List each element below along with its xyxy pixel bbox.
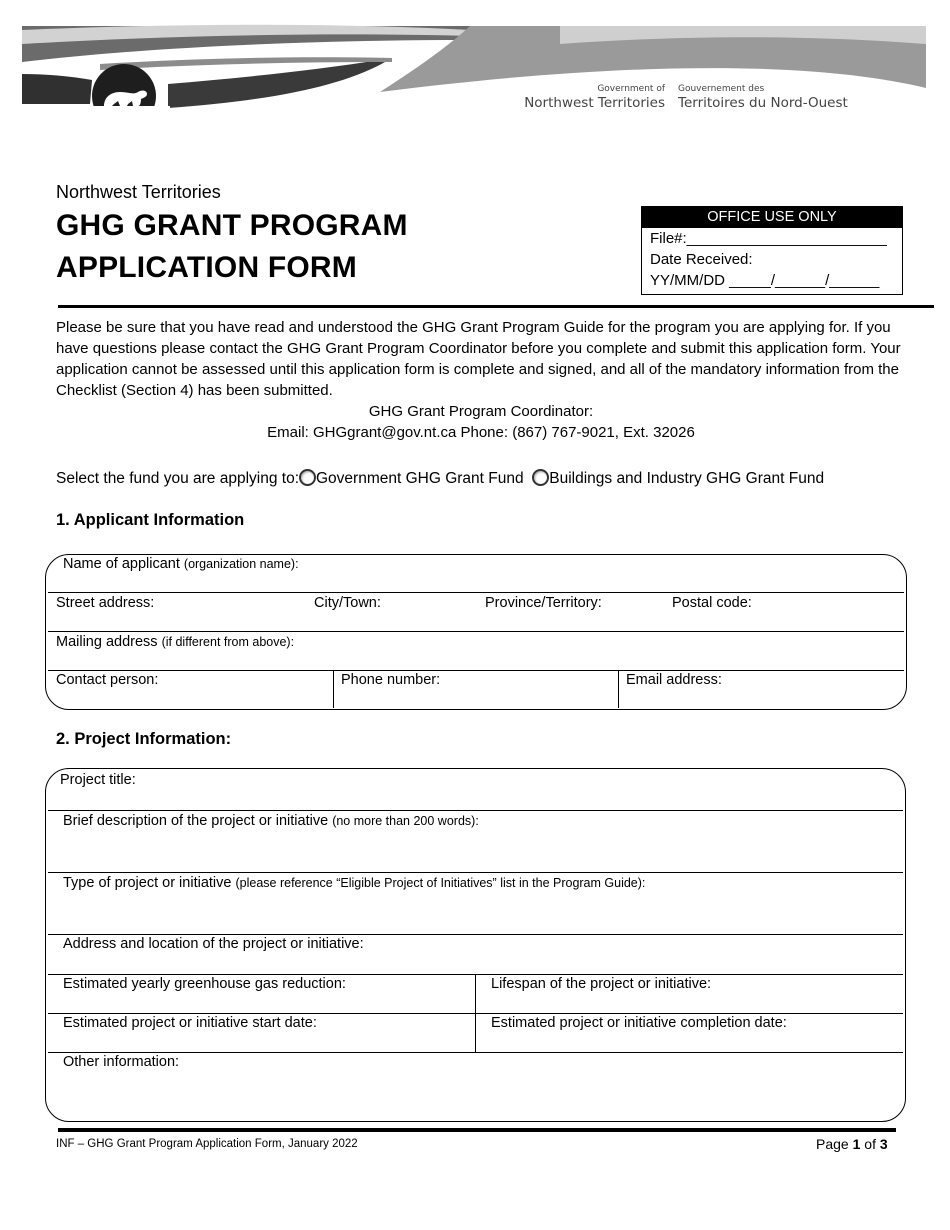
office-date-field: YY/MM/DD _____/______/______ <box>650 272 880 289</box>
gov-en-name: Northwest Territories <box>524 95 665 111</box>
project-type-note: (please reference “Eligible Project of Initiatives” list in the Program Guide): <box>235 876 646 890</box>
form-title-line1: GHG GRANT PROGRAM <box>56 209 408 242</box>
row-divider <box>48 670 904 671</box>
project-type-label: Type of project or initiative <box>63 875 232 891</box>
form-title-line2: APPLICATION FORM <box>56 251 357 284</box>
gov-fr-name: Territoires du Nord-Ouest <box>678 95 848 111</box>
start-date-field[interactable]: Estimated project or initiative start date: <box>63 1015 317 1031</box>
page-current: 1 <box>852 1136 861 1152</box>
coordinator-title: GHG Grant Program Coordinator: <box>368 403 594 420</box>
ghg-reduction-field[interactable]: Estimated yearly greenhouse gas reduction: <box>63 976 346 992</box>
applicant-name-note: (organization name): <box>183 557 299 571</box>
province-field[interactable]: Province/Territory: <box>485 595 602 611</box>
project-description-label: Brief description of the project or initiative <box>63 813 329 829</box>
city-field[interactable]: City/Town: <box>314 595 381 611</box>
page-of-word: of <box>860 1136 880 1152</box>
contact-person-field[interactable]: Contact person: <box>56 672 159 688</box>
row-divider <box>48 1052 903 1053</box>
row-divider <box>48 1013 903 1014</box>
mailing-address-field[interactable] <box>56 634 294 650</box>
page-number <box>816 1136 888 1152</box>
postal-code-field[interactable]: Postal code: <box>672 595 752 611</box>
page-word: Page <box>816 1136 853 1152</box>
applicant-info-panel <box>45 554 907 710</box>
applicant-name-label: Name of applicant <box>63 556 180 572</box>
region-subtitle: Northwest Territories <box>56 182 221 202</box>
coordinator-contact: Email: GHGgrant@gov.nt.ca Phone: (867) 767-9021, Ext. 32026 <box>267 424 695 441</box>
office-use-heading: OFFICE USE ONLY <box>642 207 902 228</box>
banner-swoosh-left-lower <box>22 74 92 104</box>
gov-name-french <box>678 84 868 111</box>
mailing-address-note: (if different from above): <box>161 635 295 649</box>
street-address-field[interactable]: Street address: <box>56 595 155 611</box>
intro-paragraph: Please be sure that you have read and understood the GHG Grant Program Guide for the program you are applying for. If you have questions please contact the GHG Grant Program Coordinator before you complete and submit this application form. Your application cannot be assessed until this application form is complete and signed, and all of the mandatory information from the Checklist (Section 4) has been submitted. <box>56 319 901 399</box>
office-date-label: Date Received: <box>650 251 753 268</box>
fund-radio-buildings[interactable] <box>532 469 549 486</box>
project-address-field[interactable]: Address and location of the project or initiative: <box>63 936 364 952</box>
row-divider <box>48 592 904 593</box>
other-information-field[interactable]: Other information: <box>63 1054 180 1070</box>
project-title-field[interactable]: Project title: <box>60 772 136 788</box>
gov-fr-small: Gouvernement des <box>678 84 765 94</box>
fund-label: Select the fund you are applying to: <box>56 470 299 487</box>
project-type-field[interactable] <box>63 875 645 891</box>
applicant-name-field[interactable] <box>63 556 299 572</box>
phone-number-field[interactable]: Phone number: <box>341 672 441 688</box>
page-total: 3 <box>879 1136 888 1152</box>
column-divider <box>333 670 334 708</box>
column-divider <box>618 670 619 708</box>
email-address-field[interactable]: Email address: <box>626 672 722 688</box>
project-description-field[interactable] <box>63 813 479 829</box>
gov-en-small: Government of <box>597 84 665 94</box>
footer-divider <box>58 1128 896 1132</box>
office-file-field: File#:________________________ <box>650 230 887 247</box>
banner-swoosh-mid <box>168 58 392 108</box>
title-divider <box>58 305 934 308</box>
project-info-panel <box>45 768 906 1122</box>
gov-name-english <box>522 84 665 111</box>
section2-heading: 2. Project Information: <box>56 730 232 748</box>
completion-date-field[interactable]: Estimated project or initiative completion date: <box>491 1015 787 1031</box>
fund-option-buildings: Buildings and Industry GHG Grant Fund <box>549 470 825 487</box>
row-divider <box>48 631 904 632</box>
fund-option-government: Government GHG Grant Fund <box>316 470 524 487</box>
project-lifespan-field[interactable]: Lifespan of the project or initiative: <box>491 976 712 992</box>
fund-selection <box>56 468 824 490</box>
office-use-box <box>641 206 903 295</box>
row-divider <box>48 934 903 935</box>
section1-heading: 1. Applicant Information <box>56 511 245 529</box>
row-divider <box>48 872 903 873</box>
footer-form-id: INF – GHG Grant Program Application Form, January 2022 <box>56 1138 358 1150</box>
fund-radio-government[interactable] <box>299 469 316 486</box>
row-divider <box>48 810 903 811</box>
mailing-address-label: Mailing address <box>56 634 158 650</box>
project-description-note: (no more than 200 words): <box>332 814 479 828</box>
